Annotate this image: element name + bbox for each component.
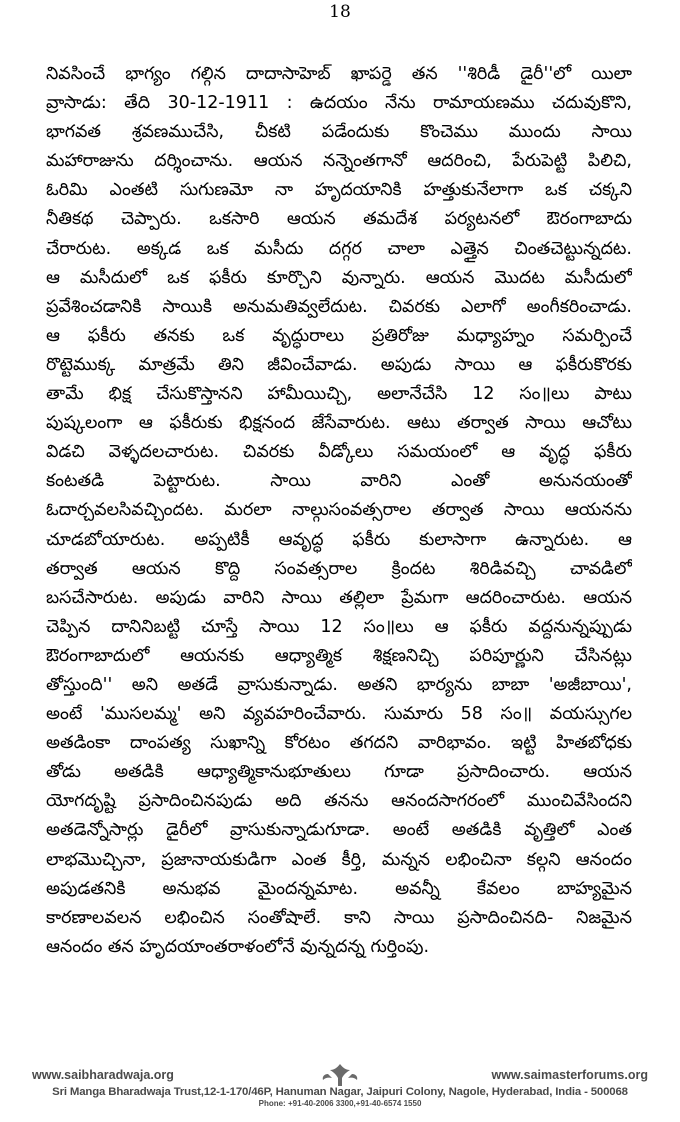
- footer: [32, 1068, 648, 1108]
- text-line: చెప్పిన దానినిబట్టి చూస్తే సాయి 12 సం॥లు ఆ ఫకీరు వద్దనున్నప్పుడు: [46, 616, 632, 637]
- website-link-left[interactable]: www.saibharadwaja.org: [32, 1068, 174, 1082]
- text-line: ఓదార్చవలసివచ్చిందట. మరలా నాల్గుసంవత్సరాల తర్వాత సాయి ఆయనను: [46, 500, 632, 521]
- text-line: చూడబోయారుట. అప్పటికీ ఆవృద్ధ ఫకీరు కులాసాగా ఉన్నారుట. ఆ: [46, 529, 632, 550]
- text-line: తోడు అతడికి ఆధ్యాత్మికానుభూతులు గూడా ప్రసాదించారు. ఆయన: [46, 762, 632, 783]
- text-line: లాభమొచ్చినా, ప్రజానాయకుడిగా ఎంత కీర్తి, మన్నన లభించినా కల్గని ఆనందం: [46, 849, 632, 870]
- text-line: కంటతడి పెట్టారుట. సాయి వారిని ఎంతో అనునయంతో: [46, 471, 632, 492]
- text-line: యోగదృష్టి ప్రసాదించినపుడు అది తనను ఆనందసాగరంలో ముంచివేసిందని: [46, 791, 632, 812]
- text-line: అతడెన్నోసార్లు డైరీలో వ్రాసుకున్నాడుగూడా. అంటే అతడికి వృత్తిలో ఎంత: [46, 820, 632, 841]
- phone-numbers: Phone: +91-40-2006 3300,+91-40-6574 1550: [258, 1099, 422, 1108]
- text-line: అపుడతనికి అనుభవ మైందన్నమాట. అవన్నీ కేవలం బాహ్యమైన: [46, 878, 632, 899]
- text-line: ఆ ఫకీరు తనకు ఒక వృద్ధురాలు ప్రతిరోజు మధ్యాహ్నం సమర్పించే: [46, 325, 632, 346]
- text-line: వ్రాసాడు: తేది 30-12-1911 : ఉదయం నేను రామాయణము చదువుకొని,: [46, 93, 632, 114]
- text-line: మహారాజును దర్శించాను. ఆయన నన్నెంతగానో ఆదరించి, పేరుపెట్టి పిలిచి,: [46, 151, 632, 172]
- text-line: విడచి వెళ్ళదలచారుట. చివరకు వీడ్కోలు సమయంలో ఆ వృద్ధ ఫకీరు: [46, 442, 632, 463]
- text-line: ఆ మసీదులో ఒక ఫకీరు కూర్చొని వున్నారు. ఆయన మొదట మసీదులో: [46, 267, 632, 288]
- text-line: ఔరంగాబాదులో ఆయనకు ఆధ్యాత్మిక శిక్షణనిచ్చి పరిపూర్ణుని చేసినట్లు: [46, 645, 632, 666]
- text-line: భాగవత శ్రవణముచేసి, చీకటి పడేందుకు కొంచెము ముందు సాయి: [46, 122, 632, 143]
- text-line: అతడింకా దాంపత్య సుఖాన్ని కోరటం తగదని వారిభావం. ఇట్టి హితబోధకు: [46, 733, 632, 754]
- text-line: నివసించే భాగ్యం గల్గిన దాదాసాహెబ్ ఖాపర్డె తన ''శిరిడీ డైరీ''లో యిలా: [46, 64, 632, 84]
- text-line: తామే భిక్ష చేసుకొస్తానని హామీయిచ్చి, అలానేచేసి 12 సం॥లు పాటు: [46, 384, 632, 405]
- footer-links-row: [32, 1068, 648, 1086]
- trust-address: Sri Manga Bharadwaja Trust,12-1-170/46P, Hanuman Nagar, Jaipuri Colony, Nagole, Hyderabad, India - 500068: [52, 1086, 628, 1098]
- ornament-logo-icon: [320, 1062, 360, 1088]
- text-line: అంటే 'ముసలమ్మ' అని వ్యవహరించేవారు. సుమారు 58 సం॥ వయస్సుగల: [46, 704, 632, 725]
- text-line: పుష్కలంగా ఆ ఫకీరుకు భిక్షనంద జేసేవారుట. ఆటు తర్వాత సాయి ఆచోటు: [46, 413, 632, 434]
- text-line: కారణాలవలన లభించిన సంతోషాలే. కాని సాయి ప్రసాదించినది- నిజమైన: [46, 907, 632, 928]
- body-paragraph: [46, 60, 632, 962]
- text-line: చేరారుట. అక్కడ ఒక మసీదు దగ్గర చాలా ఎత్తైన చింతచెట్టున్నదట.: [46, 238, 632, 259]
- text-line: ఓరిమి ఎంతటి సుగుణమో నా హృదయానికి హత్తుకునేలాగా ఒక చక్కని: [46, 180, 632, 201]
- text-line: ప్రవేశించడానికి సాయికి అనుమతివ్వలేదుట. చివరకు ఎలాగో అంగీకరించాడు.: [46, 296, 632, 317]
- text-line: తర్వాత ఆయన కొద్ది సంవత్సరాల క్రిందట శిరిడివచ్చి చావడిలో: [46, 558, 632, 579]
- text-line: నీతికథ చెప్పారు. ఒకసారి ఆయన తమదేశ పర్యటనలో ఔరంగాబాదు: [46, 209, 632, 230]
- text-line: ఆనందం తన హృదయాంతరాళంలోనే వున్నదన్న గుర్తింపు.: [46, 936, 430, 957]
- page-number: 18: [329, 2, 351, 22]
- text-line: తోస్తుంది'' అని అతడే వ్రాసుకున్నాడు. అతని భార్యను బాబా 'అజీబాయి',: [46, 674, 632, 695]
- text-line: రొట్టెముక్క మాత్రమే తిని జీవించేవాడు. అపుడు సాయి ఆ ఫకీరుకొరకు: [46, 354, 632, 375]
- text-line: బసచేసారుట. అపుడు వారిని సాయి తల్లిలా ప్రేమగా ఆదరించారుట. ఆయన: [46, 587, 632, 608]
- website-link-right[interactable]: www.saimasterforums.org: [491, 1068, 648, 1082]
